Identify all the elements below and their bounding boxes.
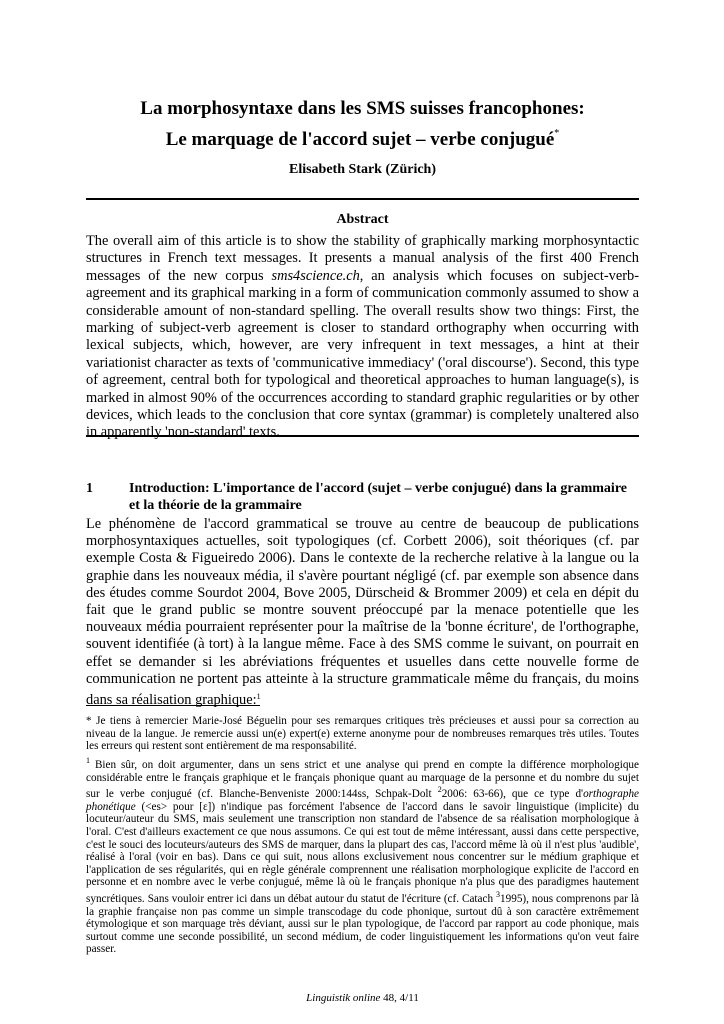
page-footer xyxy=(86,992,639,1004)
abstract-heading: Abstract xyxy=(336,212,389,227)
paper-title xyxy=(86,96,639,152)
footnote-ref-1[interactable]: 1 xyxy=(256,692,261,702)
section-heading xyxy=(86,480,639,514)
journal-name: Linguistik online xyxy=(306,992,381,1004)
title-line-2: Le marquage de l'accord sujet – verbe conjugué xyxy=(165,129,555,150)
author-name: Elisabeth Stark (Zürich) xyxy=(288,162,436,177)
footnote-star-text: Je tiens à remercier Marie-José Béguelin pour ses remarques critiques très précieuses et aussi pour sa correction au niveau de la langue. Je remercie aussi un(e) expert(e) externe anonyme pour de nombreuses remarques très utiles. Toutes les erreurs qui restent sont entièrement de ma responsabilité. xyxy=(86,715,639,753)
footnote-star xyxy=(86,715,639,753)
bottom-divider xyxy=(86,435,639,437)
title-line-1: La morphosyntaxe dans les SMS suisses francophones: xyxy=(140,98,585,119)
footnote-1 xyxy=(86,755,639,956)
abstract-part-1: The overall aim of this article is to show the stability of graphically marking morphosyntactic structures in French text messages. It presents a manual analysis of the first 400 French messages of the new corpus xyxy=(86,233,639,284)
issue-info: 48, 4/11 xyxy=(380,992,419,1004)
section-number: 1 xyxy=(86,481,93,496)
footnote-star-marker: * xyxy=(86,715,92,727)
footnote-divider xyxy=(86,705,260,706)
footnote-1-edition-3: 3 xyxy=(496,889,501,899)
footnote-1-marker: 1 xyxy=(86,756,90,765)
corpus-name: sms4science.ch xyxy=(271,267,360,284)
title-footnote-marker[interactable]: * xyxy=(554,128,560,139)
footnote-1-edition-2: 2 xyxy=(437,785,442,795)
section-title: Introduction: L'importance de l'accord (sujet – verbe conjugué) dans la grammaire et la théorie de la grammaire xyxy=(129,481,627,513)
footnote-1-text-d: 1995), nous comprenons par là la graphie française non pas comme un simple transcodage du code phonique, surtout dû à son caractère extrêmement étymologique et son marquage très déviant, aussi sur le plan typologique, de l'accord par rapport au code phonique, mais surtout comme une seconde possibilité, un second médium, de coder linguistiquement les informations qu'on veut faire passer. xyxy=(86,892,640,956)
footnote-1-text-c: (<es> pour [ε]) n'indique pas forcément l'absence de l'accord dans le savoir linguistique (implicite) du locuteur/auteur du SMS, mais seulement une transcription non standard de l'absence de sa réalisation morphologique à l'oral. C'est d'ailleurs exactement ce que nous assumons. Ce qui est tout de même intéressant, aussi dans cette perspective, c'est le souci des locuteurs/auteurs des SMS de marquer, dans la plupart des cas, l'accord même là où il n'est plus 'audible', réalisé à l'oral (voir en bas). Dans ce qui suit, nous allons exclusivement nous concentrer sur le médium graphique et l'application de ses régularités, qui en règle générale comprennent une réalisation morphologique explicite de l'accord en personne et en nombre avec le verbe conjugué, même là où le français phonique n'a plus que des paradigmes hautement syncrétiques. Sans vouloir entrer ici dans un débat autour du statut de l'écriture (cf. Catach xyxy=(86,800,639,905)
footnote-1-text-b: 2006: 63-66), que ce type d' xyxy=(441,788,584,801)
paragraph-text: Le phénomène de l'accord grammatical se trouve au centre de beaucoup de publications morphosyntaxiques actuelles, soit typologiques (cf. Corbett 2006), soit théoriques (cf. par exemple Costa & Figueiredo 2006). Dans le contexte de la recherche relative à la langue ou la graphie dans les nouveaux média, il s'avère pourtant négligé (cf. par exemple son absence dans des études comme Sourdot 2004, Bove 2005, Dürscheid & Brommer 2009) et cela en dépit du fait que le grand public se montre souvent préoccupé par la menace potentielle que les nouveaux média pourraient représenter pour la maîtrise de la 'bonne écriture', de l'orthographe, souvent identifiée (à tort) à la langue même. Face à des SMS comme le suivant, on pourrait en effet se demander si les abréviations fréquentes et usuelles dans cette nouvelle forme de communication ne portent pas atteinte à la structure grammaticale même du français, du moins dans sa réalisation graphique: xyxy=(86,516,639,709)
footnote-1-italic-term: orthographe phonétique xyxy=(86,788,639,813)
abstract-part-2: , an analysis which focuses on subject-verb-agreement and its graphical marking in a form of communication commonly assumed to show a considerable amount of non-standard spelling. The overall results show two things: First, the marking of subject-verb agreement is closer to standard orthography when occurring with lexical subjects, which, however, are very infrequent in text messages, a hint at their variationist character as texts of 'communicative immediacy' ('oral discourse'). Second, this type of agreement, central both for typological and theoretical approaches to human language(s), is marked in almost 90% of the occurrences according to standard graphic regularities or by other devices, which leads to the conclusion that core syntax (grammar) is completely unaltered also in apparently 'non-standard' texts. xyxy=(86,267,640,441)
footnote-1-text-a: Bien sûr, on doit argumenter, dans un sens strict et une analyse qui prend en compte la différence morphologique considérable entre le français graphique et le français phonique quant au marquage de la personne et du nombre du sujet sur le verbe conjugué (cf. Blanche-Benveniste 2000:144ss, Schpak-Dolt xyxy=(86,759,639,801)
body-paragraph xyxy=(86,516,639,709)
top-divider xyxy=(86,198,639,200)
abstract-text xyxy=(86,233,639,442)
